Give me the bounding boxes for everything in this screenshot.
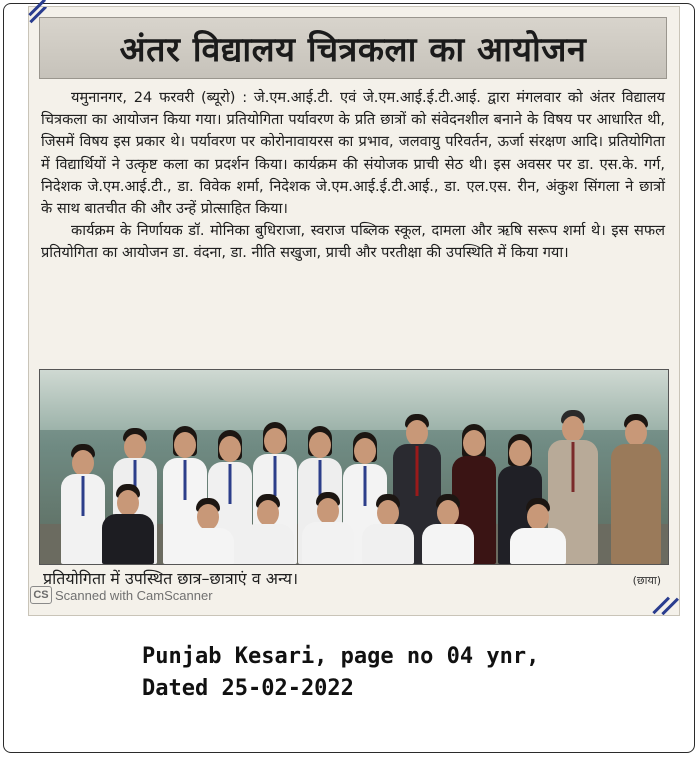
photo-caption: प्रतियोगिता में उपस्थित छात्र–छात्राएं व अन्य। [43,569,299,588]
photo-person [608,396,664,564]
photo-person [240,494,296,564]
photo-person [360,494,416,564]
article-body [41,87,665,265]
camscanner-logo-icon: CS [30,586,52,604]
source-line-2: Dated 25-02-2022 [142,676,354,701]
article-paragraph-1: यमुनानगर, 24 फरवरी (ब्यूरो) : जे.एम.आई.टी. एवं जे.एम.आई.ई.टी.आई. द्वारा मंगलवार को अंतर विद्यालय चित्रकला का आयोजन किया गया। प्रतियोगिता पर्यावरण के प्रति छात्रों को संवेदनशील बनाने के विषय पर आधारित थी, जिसमें विषय इस प्रकार थे। पर्यावरण पर कोरोनावायरस का प्रभाव, जलवायु परिवर्तन, ऊर्जा संरक्षण आदि। प्रतियोगिता में विद्यार्थियों ने उत्कृष्ट कला का प्रदर्शन किया। कार्यक्रम की संयोजक प्राची सेठ थी। इस अवसर पर डा. एस.के. गर्ग, निदेशक जे.एम.आई.टी., डा. विवेक शर्मा, निदेशक जे.एम.आई.ई.टी.आई., डा. एल.एस. रीन, अंकुश सिंगला ने छात्रों के साथ बातचीत की और उन्हें प्रोत्साहित किया। [41,89,665,218]
photo-person [180,498,236,564]
photo-credit: (छाया) [632,574,661,587]
camscanner-watermark [30,586,213,604]
photo-person [420,494,476,564]
camscanner-text: Scanned with CamScanner [55,587,213,603]
photo-person [508,498,568,564]
photo-person [300,492,356,564]
headline-band [39,17,667,79]
group-photo [39,369,669,565]
article-headline: अंतर विद्यालय चित्रकला का आयोजन [119,30,587,70]
source-line-1: Punjab Kesari, page no 04 ynr, [142,644,540,669]
newspaper-clipping [28,6,680,616]
article-paragraph-2: कार्यक्रम के निर्णायक डॉ. मोनिका बुधिराजा, स्वराज पब्लिक स्कूल, दामला और ऋषि सरूप शर्मा थे। इस सफल प्रतियोगिता का आयोजन डा. वंदना, डा. नीति सखुजा, प्राची और परतीक्षा की उपस्थिति में किया गया। [41,222,665,262]
photo-person [100,484,156,564]
